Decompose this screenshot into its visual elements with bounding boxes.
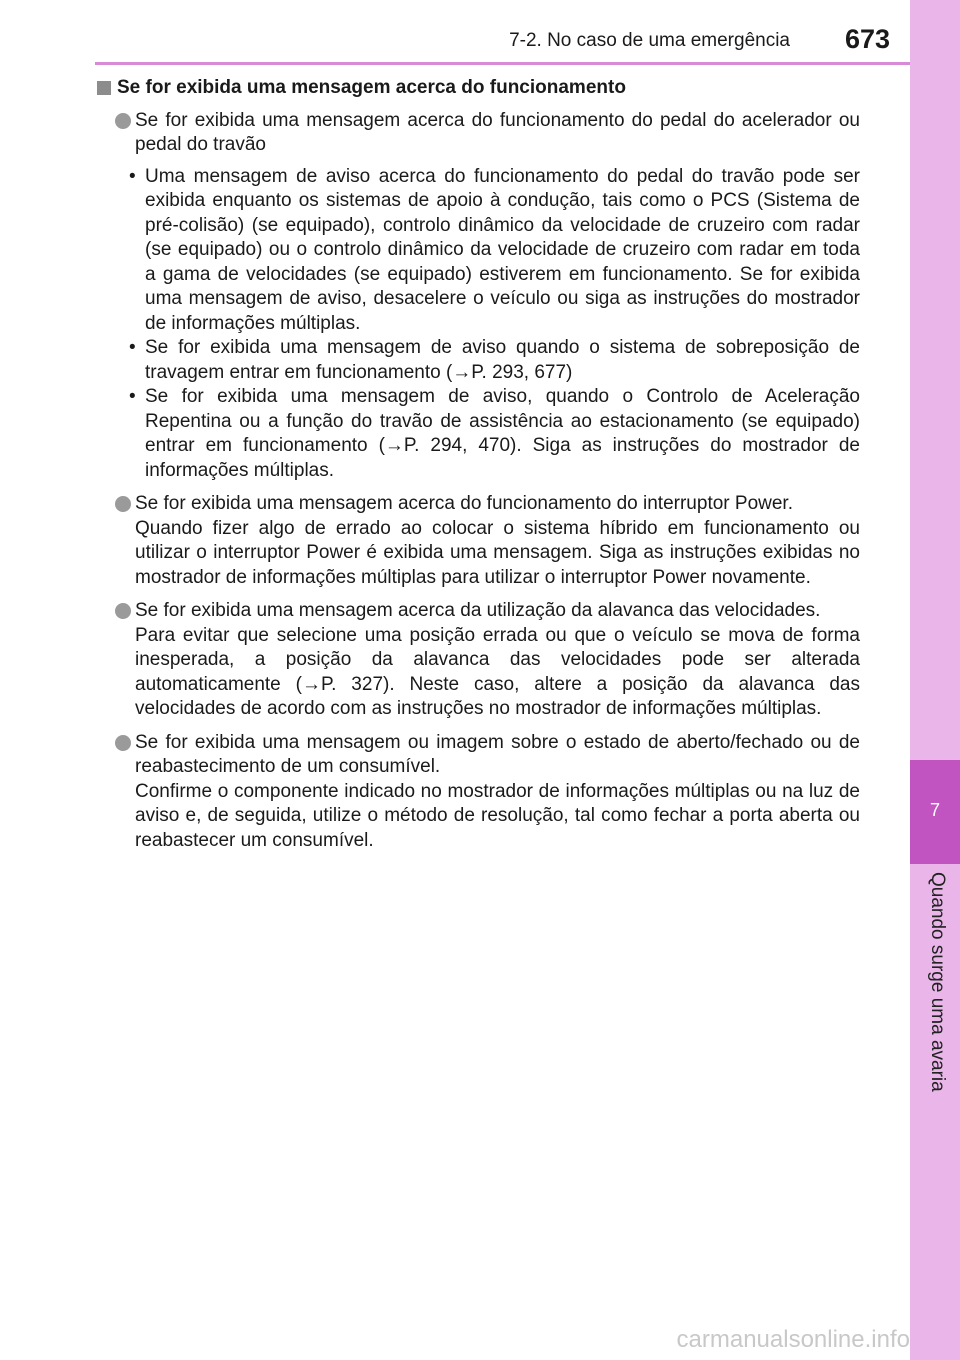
square-bullet-icon	[97, 81, 111, 95]
list-item-title: Se for exibida uma mensagem acerca do funcionamento do pedal do acelerador ou pedal do travão	[135, 109, 860, 155]
section-heading	[97, 76, 860, 101]
list-item-title: Se for exibida uma mensagem acerca da utilização da alavanca das velocidades.	[135, 600, 821, 621]
section-header-title: 7-2. No caso de uma emergência	[509, 30, 790, 51]
sub-list	[119, 165, 860, 484]
list-item-detail: Quando fizer algo de errado ao colocar o sistema híbrido em funcionamento ou utilizar o interruptor Power é exibida uma mensagem. Siga as instruções exibidas no mostrador de informações múltiplas para utilizar o interruptor Power novamente.	[135, 517, 860, 588]
chapter-number: 7	[929, 800, 940, 820]
circle-bullet-icon	[115, 603, 131, 619]
dot-bullet-icon: •	[129, 337, 136, 358]
sub-list-item: • Se for exibida uma mensagem de aviso quando o sistema de sobreposição de travagem entrar em funcionamento (→P. 293, 677)	[119, 336, 860, 385]
list-item	[97, 731, 860, 854]
section-heading-text: Se for exibida uma mensagem acerca do funcionamento	[117, 77, 626, 98]
list-item-title: Se for exibida uma mensagem acerca do funcionamento do interruptor Power.	[135, 493, 793, 514]
page-content	[97, 76, 860, 862]
dot-bullet-icon: •	[129, 386, 136, 407]
sub-list-item: • Uma mensagem de aviso acerca do funcionamento do pedal do travão pode ser exibida enquanto os sistemas de apoio à condução, tais como o PCS (Sistema de pré-colisão) (se equipado), controlo dinâmico da velocidade de cruzeiro com radar (se equipado) ou o controlo dinâmico da velocidade de cruzeiro com radar em toda a gama de velocidades (se equipado) estiverem em funcionamento. Se for exibida uma mensagem de aviso, desacelere o veículo ou siga as instruções do mostrador de informações múltiplas.	[119, 165, 860, 337]
chapter-side-label: Quando surge uma avaria	[927, 872, 948, 1092]
list-item-detail: Confirme o componente indicado no mostrador de informações múltiplas ou na luz de aviso e, de seguida, utilize o método de resolução, tal como fechar a porta aberta ou reabastecer um consumível.	[135, 780, 860, 851]
page-number: 673	[844, 24, 890, 54]
circle-bullet-icon	[115, 735, 131, 751]
watermark: carmanualsonline.info	[676, 1326, 910, 1353]
header-rule	[95, 62, 910, 65]
list-item-detail: Para evitar que selecione uma posição errada ou que o veículo se mova de forma inesperada, a posição da alavanca das velocidades pode ser alterada automaticamente (→P. 327). Neste caso, altere a posição da alavanca das velocidades de acordo com as instruções no mostrador de informações múltiplas.	[135, 624, 860, 719]
list-item	[97, 492, 860, 590]
list-item-title: Se for exibida uma mensagem ou imagem sobre o estado de aberto/fechado ou de reabastecimento de um consumível.	[135, 731, 860, 777]
list-item	[97, 109, 860, 484]
chapter-side-tab	[910, 0, 960, 1360]
circle-bullet-icon	[115, 113, 131, 129]
dot-bullet-icon: •	[129, 165, 136, 187]
list-item	[97, 599, 860, 722]
circle-bullet-icon	[115, 496, 131, 512]
sub-list-item: • Se for exibida uma mensagem de aviso, quando o Controlo de Aceleração Repentina ou a função do travão de assistência ao estacionamento (se equipado) entrar em funcionamento (→P. 294, 470). Siga as instruções do mostrador de informações múltiplas.	[119, 385, 860, 483]
